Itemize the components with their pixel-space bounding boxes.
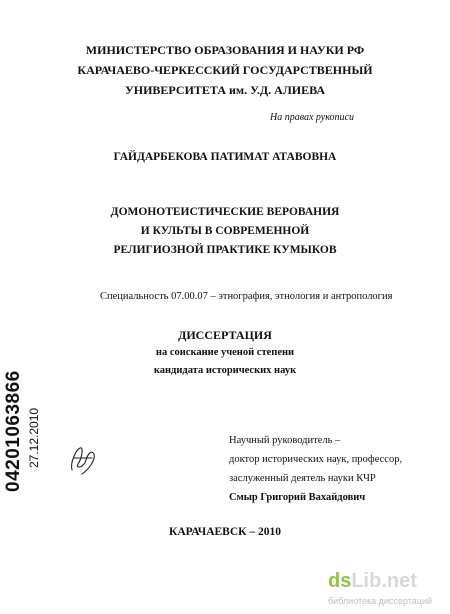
author-name: ГАЙДАРБЕКОВА ПАТИМАТ АТАВОВНА: [113, 151, 337, 163]
institution-header: [0, 40, 450, 100]
watermark-logo-suffix: .net: [381, 570, 417, 592]
watermark-tagline: библиотека диссертаций: [328, 596, 433, 606]
watermark-logo: [328, 570, 417, 593]
advisor-line-2: доктор исторических наук, профессор,: [229, 454, 403, 465]
institution-line-3: УНИВЕРСИТЕТА им. У.Д. АЛИЕВА: [124, 83, 326, 97]
stamp-date: 27.12.2010: [27, 407, 41, 468]
site-watermark: [328, 570, 446, 610]
degree-block: [0, 344, 450, 380]
advisor-block: [229, 431, 402, 507]
dissertation-title: [0, 203, 450, 260]
watermark-logo-main: Lib: [351, 570, 382, 592]
institution-line-2: КАРАЧАЕВО-ЧЕРКЕССКИЙ ГОСУДАРСТВЕННЫЙ: [77, 63, 373, 77]
signature-mark: [66, 440, 100, 478]
degree-line-1: на соискание ученой степени: [155, 347, 295, 358]
specialty-line: Специальность 07.00.07 – этнография, этнология и антропология: [100, 291, 393, 302]
title-line-1: ДОМОНОТЕИСТИЧЕСКИЕ ВЕРОВАНИЯ: [110, 206, 340, 218]
city-year: КАРАЧАЕВСК – 2010: [169, 526, 281, 538]
advisor-line-3: заслуженный деятель науки КЧР: [229, 473, 376, 484]
library-stamp: [3, 356, 49, 492]
degree-line-2: кандидата исторических наук: [153, 365, 297, 376]
advisor-line-1: Научный руководитель –: [229, 435, 341, 446]
stamp-number: 04201063866: [3, 370, 24, 492]
document-type: ДИССЕРТАЦИЯ: [178, 328, 272, 342]
title-line-2: И КУЛЬТЫ В СОВРЕМЕННОЙ: [140, 225, 310, 237]
advisor-name: Смыр Григорий Вахайдович: [229, 492, 366, 503]
rights-note: На правах рукописи: [270, 112, 354, 123]
title-line-3: РЕЛИГИОЗНОЙ ПРАКТИКЕ КУМЫКОВ: [113, 244, 337, 256]
institution-line-1: МИНИСТЕРСТВО ОБРАЗОВАНИЯ И НАУКИ РФ: [85, 43, 365, 57]
watermark-logo-prefix: ds: [328, 570, 352, 592]
